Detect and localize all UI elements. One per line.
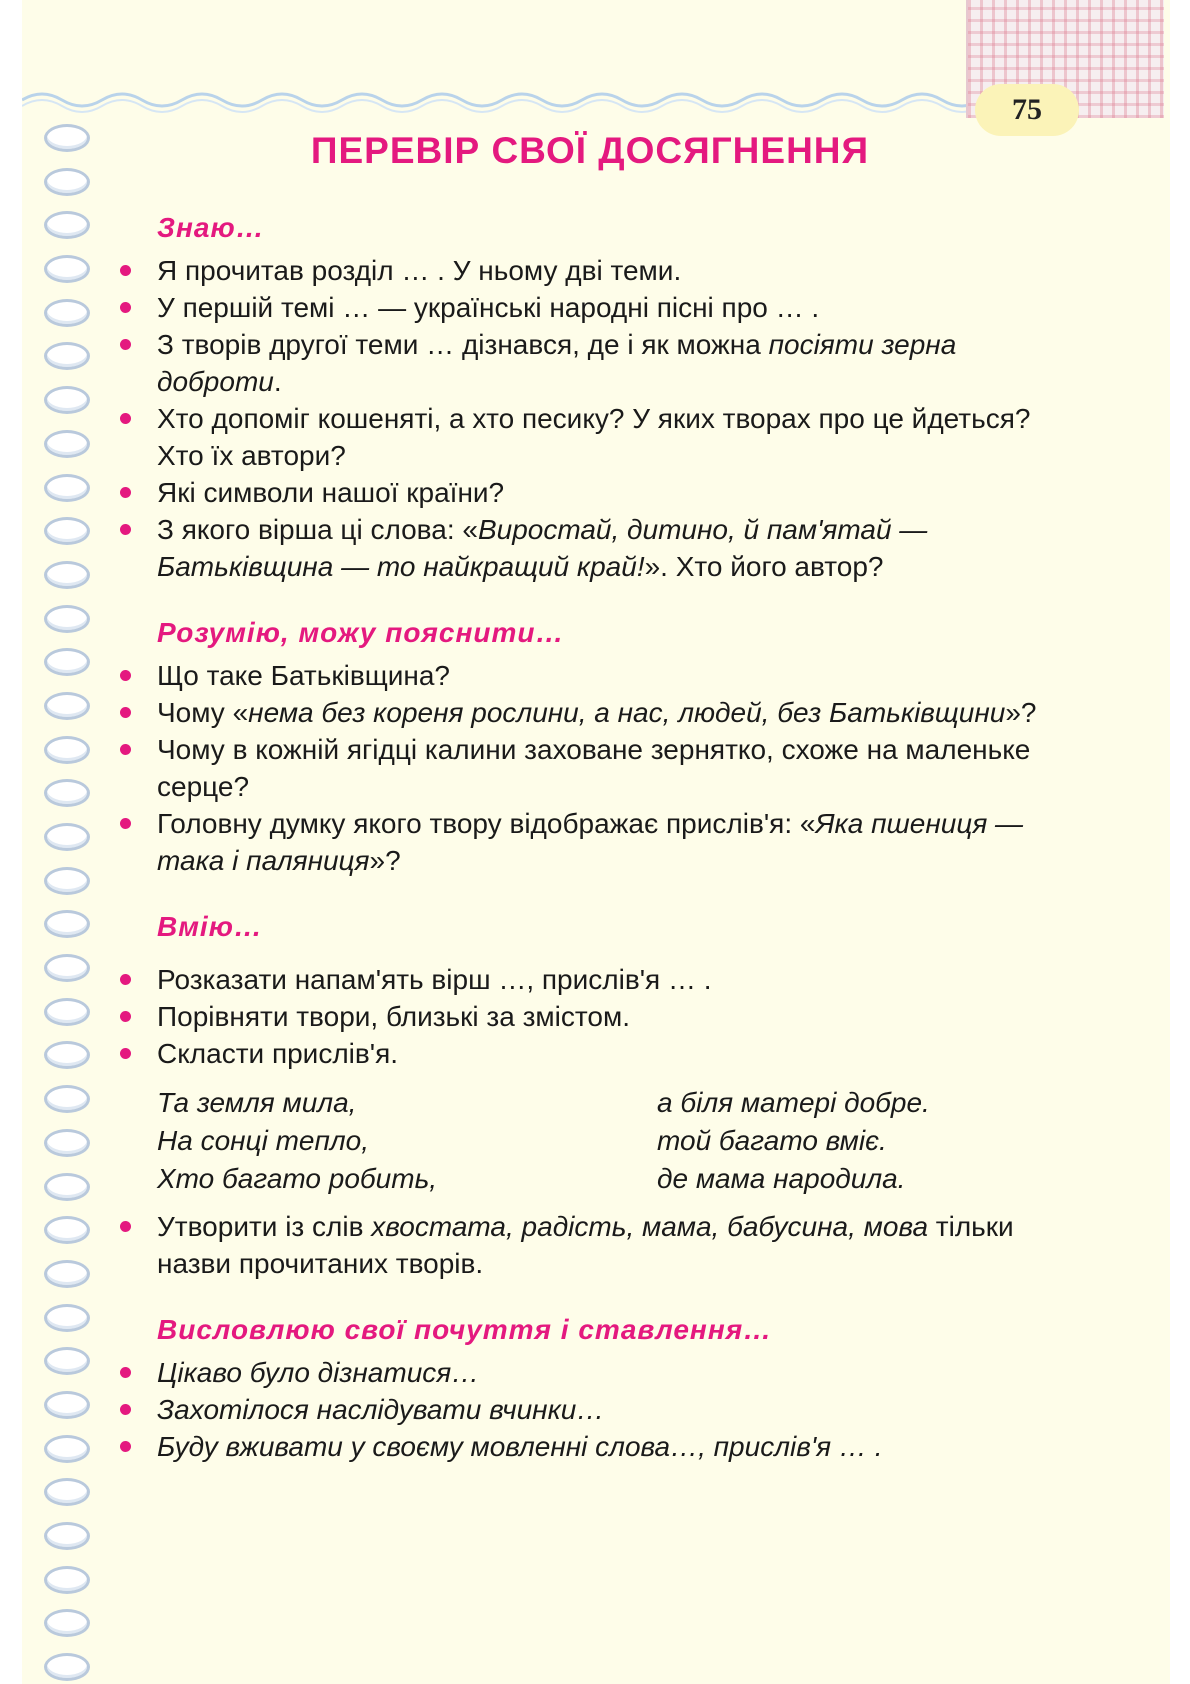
list-item-text: посіяти зерна доброти bbox=[157, 329, 957, 397]
ring-icon bbox=[44, 299, 90, 327]
proverb-right: де мама народила. bbox=[657, 1163, 906, 1194]
ring-icon bbox=[44, 561, 90, 589]
ring-icon bbox=[44, 430, 90, 458]
ring-icon bbox=[44, 386, 90, 414]
list-item bbox=[120, 731, 1040, 805]
ring-icon bbox=[44, 1653, 90, 1681]
ring-icon bbox=[44, 779, 90, 807]
notebook-rings bbox=[44, 124, 94, 1584]
bullet-icon bbox=[120, 265, 131, 276]
list-item bbox=[120, 657, 1040, 694]
list-item bbox=[120, 400, 1040, 474]
bullet-icon bbox=[120, 413, 131, 424]
ring-icon bbox=[44, 342, 90, 370]
ring-icon bbox=[44, 211, 90, 239]
bullet-icon bbox=[120, 1367, 131, 1378]
bullet-icon bbox=[120, 1048, 131, 1059]
list-item-text: »? bbox=[1005, 697, 1037, 728]
list-item bbox=[120, 961, 1040, 998]
bullet-icon bbox=[120, 818, 131, 829]
ring-icon bbox=[44, 255, 90, 283]
ring-icon bbox=[44, 124, 90, 152]
list-item-text: хвостата, радість, мама, бабусина, мова bbox=[371, 1211, 929, 1242]
bullet-icon bbox=[120, 670, 131, 681]
list-item-text: Утворити із слів bbox=[157, 1211, 372, 1242]
ring-icon bbox=[44, 168, 90, 196]
list-item-text: Захотілося наслідувати вчинки… bbox=[157, 1394, 605, 1425]
list-item-text: Які символи нашої країни? bbox=[157, 477, 505, 508]
proverb-left: На сонці тепло, bbox=[157, 1125, 370, 1156]
ring-icon bbox=[44, 867, 90, 895]
bullet-icon bbox=[120, 744, 131, 755]
list-item-text: Яка пшениця — така і паляниця bbox=[157, 808, 1024, 876]
ring-icon bbox=[44, 736, 90, 764]
ring-icon bbox=[44, 1522, 90, 1550]
ring-icon bbox=[44, 1260, 90, 1288]
section-heading-can: Вмію… bbox=[157, 911, 263, 942]
list-item-text: З творів другої теми … дізнався, де і як можна bbox=[157, 329, 769, 360]
know-list bbox=[120, 252, 1040, 585]
list-item-text: Цікаво було дізнатися… bbox=[157, 1357, 480, 1388]
list-item bbox=[120, 289, 1040, 326]
bullet-icon bbox=[120, 1221, 131, 1232]
ring-icon bbox=[44, 474, 90, 502]
list-item-text: Буду вживати у своєму мовленні слова…, прислів'я … . bbox=[157, 1431, 883, 1462]
page-number: 75 bbox=[975, 84, 1079, 136]
can-list bbox=[120, 961, 1040, 1072]
list-item bbox=[120, 805, 1040, 879]
list-item-text: Хто допоміг кошеняті, а хто песику? У яких творах про це йдеться? Хто їх автори? bbox=[157, 403, 1031, 471]
ring-icon bbox=[44, 1566, 90, 1594]
ring-icon bbox=[44, 823, 90, 851]
list-item-text: тільки назви прочитаних творів. bbox=[157, 1211, 1014, 1279]
section-heading-know: Знаю… bbox=[157, 212, 265, 243]
ring-icon bbox=[44, 1216, 90, 1244]
feelings-list bbox=[120, 1354, 1040, 1465]
ring-icon bbox=[44, 605, 90, 633]
list-item-text: Чому « bbox=[157, 697, 249, 728]
list-item-text: Головну думку якого твору відображає прислів'я: « bbox=[157, 808, 816, 839]
list-item-text: ». Хто його автор? bbox=[644, 551, 884, 582]
proverb-left: Та земля мила, bbox=[157, 1087, 357, 1118]
bullet-icon bbox=[120, 1011, 131, 1022]
list-item bbox=[120, 1208, 1040, 1282]
list-item-text: Розказати напам'ять вірш …, прислів'я … . bbox=[157, 964, 712, 995]
list-item bbox=[120, 474, 1040, 511]
bullet-icon bbox=[120, 487, 131, 498]
list-item-text: . bbox=[273, 366, 282, 397]
ring-icon bbox=[44, 1478, 90, 1506]
list-item-text: У першій темі … — українські народні пісні про … . bbox=[157, 292, 820, 323]
list-item-text: Порівняти твори, близькі за змістом. bbox=[157, 1001, 631, 1032]
understand-list bbox=[120, 657, 1040, 879]
section-heading-understand: Розумію, можу пояснити… bbox=[157, 617, 565, 648]
list-item bbox=[120, 1354, 1040, 1391]
list-item bbox=[120, 694, 1040, 731]
proverb-right: той багато вміє. bbox=[657, 1125, 887, 1156]
ring-icon bbox=[44, 1129, 90, 1157]
list-item-text: Виростай, дитино, й пам'ятай — Батьківщина — то найкращий край! bbox=[157, 514, 928, 582]
ring-icon bbox=[44, 692, 90, 720]
list-item bbox=[120, 1428, 1040, 1465]
bullet-icon bbox=[120, 1441, 131, 1452]
list-item-text: Скласти прислів'я. bbox=[157, 1038, 399, 1069]
list-item-text: Чому в кожній ягідці калини заховане зернятко, схоже на маленьке серце? bbox=[157, 734, 1031, 802]
bullet-icon bbox=[120, 524, 131, 535]
content bbox=[120, 212, 1040, 1465]
list-item bbox=[120, 998, 1040, 1035]
ring-icon bbox=[44, 1391, 90, 1419]
list-item bbox=[120, 1391, 1040, 1428]
ring-icon bbox=[44, 1173, 90, 1201]
list-item bbox=[120, 326, 1040, 400]
bullet-icon bbox=[120, 974, 131, 985]
bullet-icon bbox=[120, 339, 131, 350]
ring-icon bbox=[44, 1041, 90, 1069]
proverb-pairs bbox=[157, 1084, 1040, 1198]
ring-icon bbox=[44, 1304, 90, 1332]
list-item bbox=[120, 1035, 1040, 1072]
list-item-text: Що таке Батьківщина? bbox=[157, 660, 450, 691]
bullet-icon bbox=[120, 302, 131, 313]
list-item-text: »? bbox=[369, 845, 401, 876]
ring-icon bbox=[44, 648, 90, 676]
page-title: ПЕРЕВІР СВОЇ ДОСЯГНЕННЯ bbox=[310, 130, 870, 171]
list-item-text: З якого вірша ці слова: « bbox=[157, 514, 478, 545]
ring-icon bbox=[44, 1435, 90, 1463]
proverb-right: а біля матері добре. bbox=[657, 1087, 930, 1118]
bullet-icon bbox=[120, 1404, 131, 1415]
list-item-text: нема без кореня рослини, а нас, людей, без Батьківщини bbox=[248, 697, 1006, 728]
can-list-after bbox=[120, 1208, 1040, 1282]
ring-icon bbox=[44, 517, 90, 545]
list-item bbox=[120, 252, 1040, 289]
proverb-left: Хто багато робить, bbox=[157, 1163, 438, 1194]
list-item bbox=[120, 511, 1040, 585]
section-heading-feelings: Висловлюю свої почуття і ставлення… bbox=[157, 1314, 773, 1345]
bullet-icon bbox=[120, 707, 131, 718]
list-item-text: Я прочитав розділ … . У ньому дві теми. bbox=[157, 255, 682, 286]
ring-icon bbox=[44, 1347, 90, 1375]
ring-icon bbox=[44, 910, 90, 938]
ring-icon bbox=[44, 954, 90, 982]
ring-icon bbox=[44, 998, 90, 1026]
ring-icon bbox=[44, 1085, 90, 1113]
